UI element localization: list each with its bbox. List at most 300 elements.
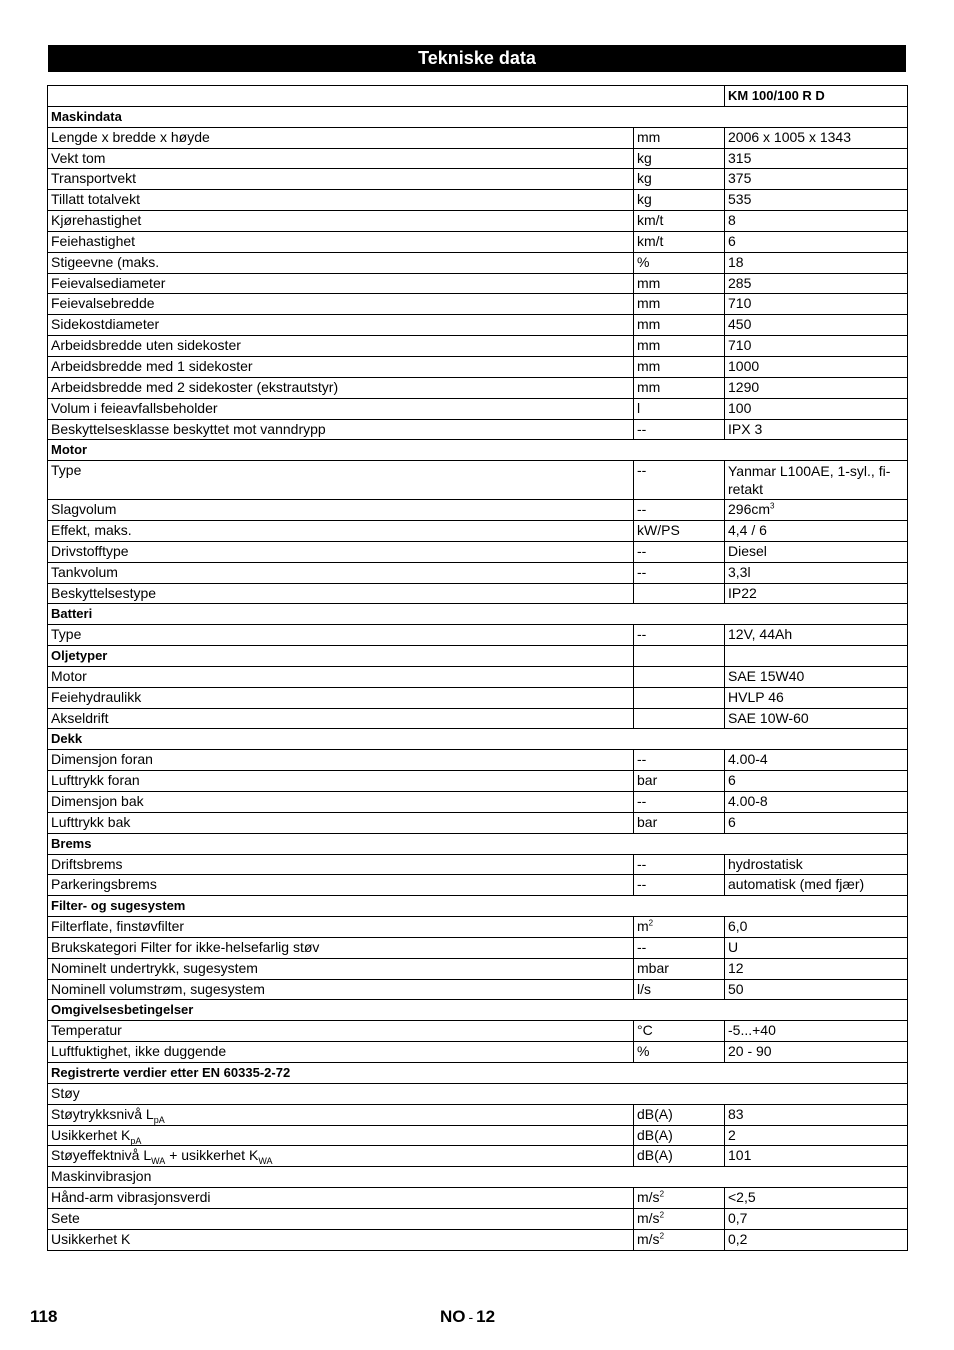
value-cell	[725, 917, 908, 938]
unit-cell	[634, 1021, 725, 1042]
table-row	[48, 377, 908, 398]
unit-text: --	[637, 938, 647, 955]
section-row	[48, 729, 908, 750]
value-cell	[725, 771, 908, 792]
value-cell	[725, 541, 908, 562]
unit-cell	[634, 750, 725, 771]
value-text: 18	[728, 253, 744, 270]
value-cell	[725, 500, 908, 521]
table-row	[48, 750, 908, 771]
unit-cell	[634, 521, 725, 542]
unit-text: km/t	[637, 232, 664, 249]
label-text: Arbeidsbredde med 1 sidekoster	[51, 357, 253, 374]
section-title: Omgivelsesbetingelser	[48, 1000, 908, 1021]
unit-cell	[634, 1229, 725, 1250]
row-label	[48, 1021, 634, 1042]
section-row	[48, 440, 908, 461]
table-row	[48, 687, 908, 708]
unit-text: mm	[637, 378, 661, 395]
section-title: Batteri	[48, 604, 908, 625]
unit-cell	[634, 917, 725, 938]
unit-text: --	[637, 462, 647, 479]
row-label	[48, 1229, 634, 1250]
unit-text: m/s	[637, 1230, 660, 1247]
unit-text: mm	[637, 274, 661, 291]
label-text: Transportvekt	[51, 170, 137, 187]
unit-text: --	[637, 563, 647, 580]
unit-text: °C	[637, 1022, 653, 1039]
unit-text: %	[637, 253, 650, 270]
row-label	[48, 979, 634, 1000]
label-text: Støyeffektnivå L	[51, 1147, 152, 1164]
value-cell	[725, 169, 908, 190]
label-text: Slagvolum	[51, 501, 117, 518]
row-label	[48, 687, 634, 708]
value-text: Diesel	[728, 542, 767, 559]
table-row	[48, 190, 908, 211]
row-label	[48, 875, 634, 896]
label-text: Tankvolum	[51, 563, 118, 580]
unit-cell	[634, 356, 725, 377]
value-cell	[725, 398, 908, 419]
unit-cell	[634, 646, 725, 667]
value-cell	[725, 211, 908, 232]
row-label	[48, 666, 634, 687]
row-label	[48, 1042, 634, 1063]
row-label	[48, 211, 634, 232]
table-row	[48, 398, 908, 419]
label-text: Type	[51, 462, 82, 479]
unit-cell	[634, 336, 725, 357]
row-label	[48, 190, 634, 211]
table-row	[48, 979, 908, 1000]
value-text: 2006 x 1005 x 1343	[728, 128, 851, 145]
unit-cell	[634, 562, 725, 583]
label-text: Støytrykksnivå L	[51, 1105, 154, 1122]
unit-superscript: 2	[648, 918, 654, 928]
unit-cell	[634, 1104, 725, 1125]
table-row	[48, 521, 908, 542]
unit-cell	[634, 937, 725, 958]
section-title: Registrerte verdier etter EN 60335-2-72	[48, 1062, 908, 1083]
unit-cell	[634, 708, 725, 729]
value-text: SAE 15W40	[728, 667, 805, 684]
value-text: SAE 10W-60	[728, 709, 809, 726]
table-row	[48, 148, 908, 169]
unit-cell	[634, 812, 725, 833]
unit-text: dB(A)	[637, 1147, 673, 1164]
unit-text: --	[637, 855, 647, 872]
label-text: Feiehydraulikk	[51, 688, 142, 705]
table-row	[48, 666, 908, 687]
table-row	[48, 294, 908, 315]
section-row	[48, 604, 908, 625]
row-label	[48, 461, 634, 500]
unit-text: mbar	[637, 959, 669, 976]
section-row	[48, 1062, 908, 1083]
unit-text: m/s	[637, 1209, 660, 1226]
unit-cell	[634, 461, 725, 500]
value-text: 0,2	[728, 1230, 748, 1247]
label-text: Nominell volumstrøm, sugesystem	[51, 980, 265, 997]
value-text: 12	[728, 959, 744, 976]
value-cell	[725, 252, 908, 273]
unit-cell	[634, 541, 725, 562]
unit-cell	[634, 211, 725, 232]
label-subscript: pA	[153, 1114, 165, 1125]
value-cell	[725, 315, 908, 336]
unit-cell	[634, 315, 725, 336]
row-label	[48, 377, 634, 398]
unit-cell	[634, 231, 725, 252]
value-cell	[725, 792, 908, 813]
value-cell	[725, 127, 908, 148]
unit-text: dB(A)	[637, 1105, 673, 1122]
value-cell	[725, 812, 908, 833]
unit-text: mm	[637, 357, 661, 374]
table-row	[48, 937, 908, 958]
section-title: Motor	[48, 440, 908, 461]
value-text: 710	[728, 295, 752, 312]
value-text: 6	[728, 232, 736, 249]
value-cell	[725, 419, 908, 440]
value-text: 4.00-8	[728, 793, 768, 809]
value-text: <2,5	[728, 1189, 756, 1206]
value-text: 20 - 90	[728, 1043, 772, 1060]
model-header: KM 100/100 R D	[725, 86, 908, 107]
table-row	[48, 1125, 908, 1146]
row-label	[48, 625, 634, 646]
value-text: U	[728, 938, 739, 955]
label-text: Usikkerhet K	[51, 1230, 131, 1247]
unit-cell	[634, 190, 725, 211]
value-cell	[725, 1042, 908, 1063]
label-text: Feiehastighet	[51, 232, 136, 249]
value-cell	[725, 521, 908, 542]
row-label	[48, 958, 634, 979]
unit-text: dB(A)	[637, 1126, 673, 1143]
table-row	[48, 252, 908, 273]
value-text: 83	[728, 1105, 744, 1122]
value-cell	[725, 625, 908, 646]
row-label	[48, 127, 634, 148]
row-label	[48, 937, 634, 958]
unit-cell	[634, 979, 725, 1000]
unit-cell	[634, 875, 725, 896]
unit-cell	[634, 1125, 725, 1146]
value-cell	[725, 1188, 908, 1209]
section-row	[48, 896, 908, 917]
label-text: Driftsbrems	[51, 855, 123, 872]
value-cell	[725, 666, 908, 687]
section-title: Oljetyper	[48, 646, 634, 667]
value-text: Yanmar L100AE, 1-syl., fi-retakt	[728, 463, 891, 498]
unit-text: m	[637, 918, 649, 935]
table-row	[48, 1229, 908, 1250]
label-subscript: WA	[258, 1156, 273, 1167]
subheading-row	[48, 1083, 908, 1104]
table-row	[48, 812, 908, 833]
unit-text: bar	[637, 772, 658, 789]
unit-cell	[634, 1146, 725, 1167]
value-cell	[725, 461, 908, 500]
section-page-code	[440, 1307, 495, 1327]
row-label	[48, 398, 634, 419]
row-label	[48, 419, 634, 440]
row-label	[48, 812, 634, 833]
row-label	[48, 500, 634, 521]
label-text: Beskyttelsestype	[51, 584, 157, 601]
table-row	[48, 211, 908, 232]
unit-cell	[634, 1208, 725, 1229]
unit-text: bar	[637, 813, 658, 830]
unit-cell	[634, 666, 725, 687]
value-text: automatisk (med fjær)	[728, 876, 865, 893]
table-row	[48, 1208, 908, 1229]
row-label	[48, 1146, 634, 1167]
subheading-label: Maskinvibrasjon	[48, 1167, 908, 1188]
label-text: Drivstofftype	[51, 542, 129, 559]
unit-text: --	[637, 793, 647, 809]
unit-text: km/t	[637, 212, 664, 229]
label-text: Lufttrykk bak	[51, 813, 131, 830]
value-text: 3,3l	[728, 563, 751, 580]
value-text: 6,0	[728, 918, 748, 935]
label-text: Beskyttelsesklasse beskyttet mot vanndrypp	[51, 420, 326, 437]
value-cell	[725, 750, 908, 771]
table-row	[48, 231, 908, 252]
label-text: Arbeidsbredde med 2 sidekoster (ekstrautstyr)	[51, 378, 339, 395]
unit-cell	[634, 1188, 725, 1209]
row-label	[48, 771, 634, 792]
value-cell	[725, 687, 908, 708]
row-label	[48, 252, 634, 273]
section-row	[48, 833, 908, 854]
table-row	[48, 854, 908, 875]
unit-cell	[634, 377, 725, 398]
value-text: 6	[728, 813, 736, 830]
value-cell	[725, 294, 908, 315]
label-text: Kjørehastighet	[51, 212, 142, 229]
table-row	[48, 356, 908, 377]
label-text: Feievalsebredde	[51, 295, 155, 312]
table-row	[48, 583, 908, 604]
table-row	[48, 541, 908, 562]
table-header-row	[48, 86, 908, 107]
value-cell	[725, 148, 908, 169]
row-label	[48, 708, 634, 729]
row-label	[48, 231, 634, 252]
label-text: Filterflate, finstøvfilter	[51, 918, 185, 935]
row-label	[48, 583, 634, 604]
unit-cell	[634, 771, 725, 792]
value-text: 450	[728, 316, 752, 333]
label-text: Usikkerhet K	[51, 1126, 131, 1143]
unit-cell	[634, 169, 725, 190]
row-label	[48, 148, 634, 169]
sub-page-number: 12	[476, 1307, 496, 1326]
value-cell	[725, 875, 908, 896]
label-text: Motor	[51, 667, 87, 684]
value-text: 6	[728, 772, 736, 789]
page-number: 118	[30, 1307, 58, 1326]
unit-superscript: 2	[659, 1231, 665, 1241]
unit-cell	[634, 398, 725, 419]
label-text: Arbeidsbredde uten sidekoster	[51, 337, 241, 354]
unit-cell	[634, 958, 725, 979]
section-title: Filter- og sugesystem	[48, 896, 908, 917]
row-label	[48, 1125, 634, 1146]
value-cell	[725, 231, 908, 252]
subheading-row	[48, 1167, 908, 1188]
value-text: 315	[728, 149, 752, 166]
table-row	[48, 1042, 908, 1063]
table-row	[48, 917, 908, 938]
section-row	[48, 1000, 908, 1021]
value-text: 8	[728, 212, 736, 229]
value-cell	[725, 562, 908, 583]
label-text: Lufttrykk foran	[51, 772, 140, 789]
table-row	[48, 419, 908, 440]
row-label	[48, 541, 634, 562]
value-cell	[725, 273, 908, 294]
label-text: Tillatt totalvekt	[51, 191, 140, 208]
label-text: Parkeringsbrems	[51, 876, 157, 893]
label-text: Temperatur	[51, 1022, 122, 1039]
value-cell	[725, 377, 908, 398]
label-text: Stigeevne (maks.	[51, 253, 160, 270]
value-cell	[725, 583, 908, 604]
row-label	[48, 336, 634, 357]
unit-cell	[634, 273, 725, 294]
unit-text: --	[637, 876, 647, 893]
unit-text: --	[637, 542, 647, 559]
value-text: -5...+40	[728, 1022, 776, 1039]
value-text: 12V, 44Ah	[728, 626, 793, 643]
value-cell	[725, 1229, 908, 1250]
label-text: Dimensjon foran	[51, 751, 153, 768]
value-text: 4,4 / 6	[728, 522, 767, 539]
value-cell	[725, 1125, 908, 1146]
row-label	[48, 562, 634, 583]
label-text: Nominelt undertrykk, sugesystem	[51, 959, 258, 976]
unit-text: kg	[637, 170, 652, 187]
row-label	[48, 750, 634, 771]
value-text: hydrostatisk	[728, 855, 803, 872]
label-text: Luftfuktighet, ikke duggende	[51, 1043, 227, 1060]
table-row	[48, 1188, 908, 1209]
unit-text: kg	[637, 191, 652, 208]
label-text: Sete	[51, 1209, 80, 1226]
label-subscript: pA	[130, 1135, 142, 1146]
value-text: 375	[728, 170, 752, 187]
value-text: 710	[728, 337, 752, 354]
row-label	[48, 169, 634, 190]
label-text: Feievalsediameter	[51, 274, 166, 291]
value-text: 2	[728, 1126, 736, 1143]
subheading-label: Støy	[48, 1083, 908, 1104]
unit-text: m/s	[637, 1189, 660, 1206]
unit-cell	[634, 1042, 725, 1063]
value-text: 296cm	[728, 501, 771, 518]
value-cell	[725, 190, 908, 211]
row-label	[48, 294, 634, 315]
label-text: Sidekostdiameter	[51, 316, 160, 333]
unit-text: kg	[637, 149, 652, 166]
value-text: HVLP 46	[728, 688, 784, 705]
unit-text: --	[637, 626, 647, 643]
header-blank-cell	[48, 86, 725, 107]
value-cell	[725, 356, 908, 377]
unit-cell	[634, 792, 725, 813]
table-row	[48, 169, 908, 190]
row-label	[48, 792, 634, 813]
table-row	[48, 708, 908, 729]
value-text: IP22	[728, 584, 757, 601]
row-label	[48, 854, 634, 875]
table-row	[48, 792, 908, 813]
table-row	[48, 1021, 908, 1042]
value-cell	[725, 1208, 908, 1229]
label-text: Akseldrift	[51, 709, 109, 726]
unit-cell	[634, 500, 725, 521]
unit-text: mm	[637, 295, 661, 312]
unit-cell	[634, 583, 725, 604]
section-title: Dekk	[48, 729, 908, 750]
value-text: 100	[728, 399, 752, 416]
table-row	[48, 273, 908, 294]
unit-text: mm	[637, 337, 661, 354]
unit-cell	[634, 625, 725, 646]
label-text: Hånd-arm vibrasjonsverdi	[51, 1189, 211, 1206]
value-text: 50	[728, 980, 744, 997]
label-text: Effekt, maks.	[51, 522, 132, 539]
value-cell	[725, 708, 908, 729]
table-row	[48, 562, 908, 583]
value-cell	[725, 1021, 908, 1042]
value-text: 535	[728, 191, 752, 208]
unit-superscript: 2	[659, 1210, 665, 1220]
unit-text: l/s	[637, 980, 651, 997]
value-text: 1000	[728, 357, 760, 374]
section-title: Brems	[48, 833, 908, 854]
unit-text: %	[637, 1043, 650, 1060]
unit-text: kW/PS	[637, 522, 680, 539]
value-text: 4.00-4	[728, 751, 768, 768]
table-row	[48, 315, 908, 336]
table-row	[48, 771, 908, 792]
table-row	[48, 1146, 908, 1167]
table-row	[48, 625, 908, 646]
label-text: Type	[51, 626, 82, 643]
label-text: Dimensjon bak	[51, 793, 144, 809]
label-text: Volum i feieavfallsbeholder	[51, 399, 218, 416]
row-label	[48, 1104, 634, 1125]
table-row	[48, 500, 908, 521]
value-text: IPX 3	[728, 420, 763, 437]
table-row	[48, 875, 908, 896]
value-cell	[725, 979, 908, 1000]
value-text: 285	[728, 274, 752, 291]
value-cell	[725, 1104, 908, 1125]
section-row	[48, 106, 908, 127]
row-label	[48, 1208, 634, 1229]
value-text: 1290	[728, 378, 760, 395]
value-text: 0,7	[728, 1209, 748, 1226]
language-code: NO	[440, 1307, 466, 1326]
tech-data-table	[47, 85, 908, 1251]
row-label	[48, 315, 634, 336]
